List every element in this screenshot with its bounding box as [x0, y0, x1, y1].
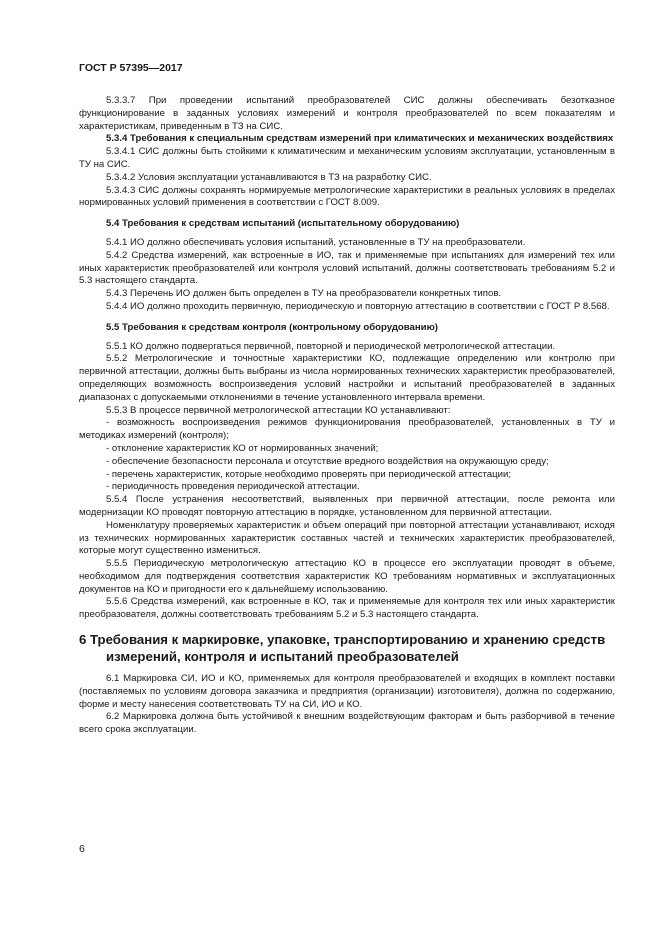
paragraph: 5.3.4.1 СИС должны быть стойкими к климатическим и механическим условиям эксплуатации, установленным в ТУ на СИС. — [79, 146, 615, 170]
paragraph: 5.5.5 Периодическую метрологическую аттестацию КО в процессе его эксплуатации проводят в объеме, необходимом для подтверждения соответствия характеристик КО требованиям нормативных и эксплуатационных документов на КО и пригодности его к дальнейшему использованию. — [79, 558, 615, 595]
paragraph: 5.3.4.2 Условия эксплуатации устанавливаются в ТЗ на разработку СИС. — [106, 171, 432, 183]
paragraph: 6.1 Маркировка СИ, ИО и КО, применяемых для контроля преобразователей и входящих в комплект поставки (поставляемых по условиям договора заказчика и предприятия (организации) изготовителя), должна по содержанию, форме и месту нанесения соответствовать ТУ на СИ, ИО и КО. — [79, 673, 615, 710]
paragraph: 5.4.1 ИО должно обеспечивать условия испытаний, установленные в ТУ на преобразователи. — [106, 236, 526, 248]
paragraph: 5.5.1 КО должно подвергаться первичной, повторной и периодической метрологической аттестации. — [106, 340, 556, 352]
list-item: - перечень характеристик, которые необходимо проверять при периодической аттестации; — [106, 468, 511, 480]
paragraph: 5.4.2 Средства измерений, как встроенные в ИО, так и применяемые при испытаниях для измерений тех или иных характеристик преобразователей или контроля условий испытаний, должны соответствовать требованиям 5.2 и 5.3 настоящего стандарта. — [79, 249, 615, 287]
paragraph: 5.5.3 В процессе первичной метрологической аттестации КО устанавливают: — [106, 404, 451, 416]
paragraph: 6.2 Маркировка должна быть устойчивой к внешним воздействующим факторам и быть разборчивой в течение всего срока эксплуатации. — [79, 711, 615, 736]
subsection-heading: 5.3.4 Требования к специальным средствам измерений при климатических и механических воздействиях — [106, 133, 614, 145]
paragraph: 5.5.6 Средства измерений, как встроенные в КО, так и применяемые для контроля тех или иных характеристик преобразователя, должны соответствовать требованиям 5.2 и 5.3 настоящего стандарта. — [79, 596, 615, 621]
paragraph: 5.4.4 ИО должно проходить первичную, периодическую и повторную аттестацию в соответствии с ГОСТ Р 8.568. — [106, 300, 610, 312]
document-body — [79, 95, 615, 737]
chapter-heading: 6 Требования к маркировке, упаковке, транспортированию и хранению средств измерений, контроля и испытаний преобразователей — [79, 632, 606, 664]
paragraph: 5.3.4.3 СИС должны сохранять нормируемые метрологические характеристики в реальных условиях в пределах нормированных условий применения в соответствии с ГОСТ 8.009. — [79, 184, 615, 209]
paragraph: 5.4.3 Перечень ИО должен быть определен в ТУ на преобразователи конкретных типов. — [106, 288, 502, 300]
list-item: - отклонение характеристик КО от нормированных значений; — [106, 442, 379, 454]
section-heading: 5.4 Требования к средствам испытаний (испытательному оборудованию) — [106, 218, 460, 230]
document-header: ГОСТ Р 57395—2017 — [79, 62, 183, 74]
list-item: - периодичность проведения периодической аттестации. — [106, 481, 360, 493]
list-item: - обеспечение безопасности персонала и отсутствие вредного воздействия на окружающую среду; — [106, 455, 549, 467]
section-heading: 5.5 Требования к средствам контроля (контрольному оборудованию) — [106, 321, 438, 333]
list-item: - возможность воспроизведения режимов функционирования преобразователей, установленных в ТУ и методиках измерений (контроля); — [79, 417, 615, 442]
paragraph: 5.3.3.7 При проведении испытаний преобразователей СИС должны обеспечивать безотказное функционирование в заданных условиях измерений и контроля преобразователей по всем показателям и характеристикам, приведенным в ТЗ на СИС. — [79, 95, 615, 132]
paragraph: 5.5.2 Метрологические и точностные характеристики КО, подлежащие определению или контролю при первичной аттестации, должны быть выбраны из числа нормированных технических характеристик преобразователей, определяющих возможность воспроизведения условий настройки и испытаний преобразователей в заданных диапазонах с допускаемыми отклонениями в течение установленного интервала времени. — [79, 353, 615, 403]
paragraph: 5.5.4 После устранения несоответствий, выявленных при первичной аттестации, после ремонта или модернизации КО проводят повторную аттестацию в порядке, установленном для первичной аттестации. — [79, 494, 615, 518]
paragraph: Номенклатуру проверяемых характеристик и объем операций при повторной аттестации устанавливают, исходя из технических нормированных характеристик составных частей и технических характеристик преобразователей, которые могут существенно измениться. — [79, 519, 615, 557]
page-number: 6 — [79, 843, 85, 855]
